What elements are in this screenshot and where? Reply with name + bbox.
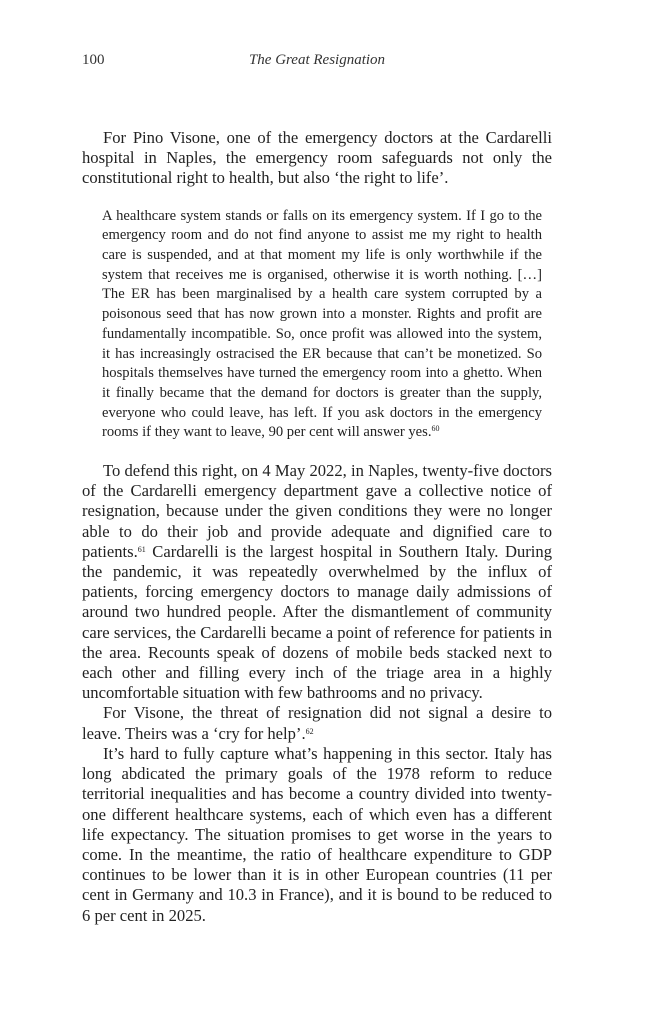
footnote-ref-61: 61 bbox=[137, 544, 146, 554]
paragraph-cry-text: For Visone, the threat of resignation did not signal a desire to leave. Theirs was a ‘cry for help’. bbox=[82, 703, 552, 743]
book-title: The Great Resignation bbox=[248, 52, 386, 68]
paragraph-resignation bbox=[82, 461, 552, 703]
paragraph-resignation-part1: To defend this right, on 4 May 2022, in Naples, twenty-five doctors of the Cardarelli emergency department gave a collective notice of resignation, because under the given conditions they were no longer able to do their job and provide adequate and dignified care to patients. bbox=[82, 461, 552, 561]
paragraph-cry-for-help bbox=[82, 703, 552, 743]
paragraph-intro: For Pino Visone, one of the emergency doctors at the Cardarelli hospital in Naples, the emergency room safeguards not only the constitutional right to health, but also ‘the right to life’. bbox=[82, 128, 552, 188]
running-head bbox=[82, 52, 552, 72]
footnote-ref-60: 60 bbox=[431, 424, 440, 434]
quote-paragraph bbox=[102, 207, 542, 443]
body-text bbox=[82, 128, 552, 926]
block-quote bbox=[102, 207, 542, 443]
footnote-ref-62: 62 bbox=[305, 726, 314, 736]
page-number: 100 bbox=[82, 52, 105, 68]
paragraph-sector: It’s hard to fully capture what’s happening in this sector. Italy has long abdicated the primary goals of the 1978 reform to reduce territorial inequalities and has become a country divided into twenty-one different healthcare systems, each of which even has a different life expectancy. The situation promises to get worse in the years to come. In the meantime, the ratio of healthcare expenditure to GDP continues to be lower than it is in other European countries (11 per cent in Germany and 10.3 in France), and it is bound to be reduced to 6 per cent in 2025. bbox=[82, 743, 552, 925]
paragraph-resignation-part2: Cardarelli is the largest hospital in Southern Italy. During the pandemic, it was repeatedly overwhelmed by the influx of patients, forcing emergency doctors to manage daily admissions of around two hundred people. After the dismantlement of community care services, the Cardarelli became a point of reference for patients in the area. Recounts speak of dozens of mobile beds stacked next to each other and filling every inch of the triage area in a highly uncomfortable situation with few bathrooms and no privacy. bbox=[82, 541, 552, 703]
quote-text: A healthcare system stands or falls on its emergency system. If I go to the emergency room and do not find anyone to assist me my right to health care is suspended, and at that moment my life is only worthwhile if the system that receives me is organised, otherwise it is worth nothing. […] The ER has been marginalised by a health care system corrupted by a poisonous seed that has now grown into a monster. Rights and profit are fundamentally incompatible. So, once profit was allowed into the system, it has increasingly ostracised the ER because that can’t be monetized. So hospitals themselves have turned the emergency room into a ghetto. When it finally became that the demand for doctors is greater than the supply, everyone who could leave, has left. If you ask doctors in the emergency rooms if they want to leave, 90 per cent will answer yes. bbox=[102, 207, 542, 441]
